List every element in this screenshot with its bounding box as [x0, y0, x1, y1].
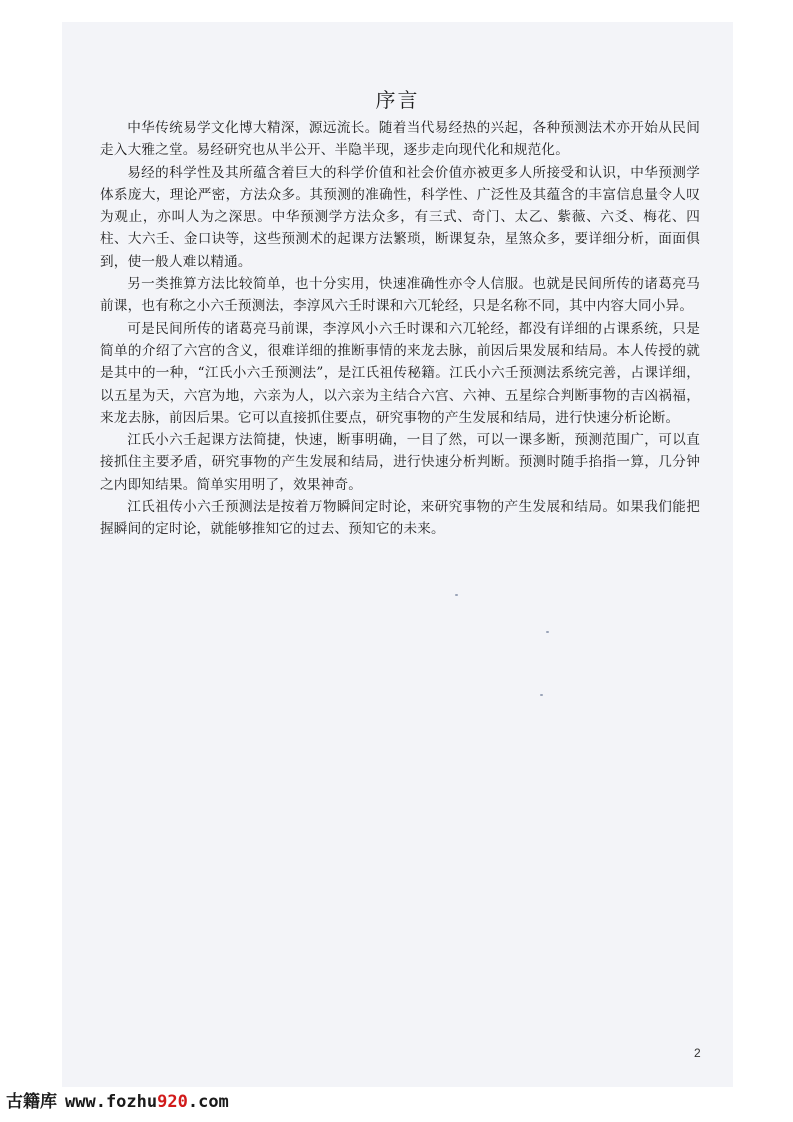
scanned-page — [62, 22, 733, 1087]
paragraph-1: 中华传统易学文化博大精深，源远流长。随着当代易经热的兴起，各种预测法术亦开始从民间走入大雅之堂。易经研究也从半公开、半隐半现，逐步走向现代化和规范化。 — [100, 120, 700, 159]
body-text — [100, 117, 700, 541]
scan-speck — [540, 694, 543, 696]
paragraph-6: 江氏祖传小六壬预测法是按着万物瞬间定时论，来研究事物的产生发展和结局。如果我们能把握瞬间的定时论，就能够推知它的过去、预知它的未来。 — [100, 499, 700, 538]
paragraph-5: 江氏小六壬起课方法简捷，快速，断事明确，一目了然，可以一课多断，预测范围广，可以直接抓住主要矛盾，研究事物的产生发展和结局，进行快速分析判断。预测时随手掐指一算，几分钟之内即知结果。简单实用明了，效果神奇。 — [100, 432, 700, 493]
watermark-url-prefix: www.fozhu — [65, 1092, 158, 1112]
site-watermark — [6, 1089, 229, 1115]
watermark-url-number: 920 — [157, 1092, 188, 1112]
scan-speck — [455, 594, 458, 596]
paragraph-3: 另一类推算方法比较简单，也十分实用，快速准确性亦令人信服。也就是民间所传的诸葛亮马前课，也有称之小六壬预测法，李淳风六壬时课和六兀轮经，只是名称不同，其中内容大同小异。 — [100, 276, 700, 315]
watermark-site-name: 古籍库 — [6, 1092, 57, 1112]
paragraph-2: 易经的科学性及其所蕴含着巨大的科学价值和社会价值亦被更多人所接受和认识，中华预测学体系庞大，理论严密，方法众多。其预测的准确性，科学性、广泛性及其蕴含的丰富信息量令人叹为观止，亦叫人为之深思。中华预测学方法众多，有三式、奇门、太乙、紫薇、六爻、梅花、四柱、大六壬、金口诀等，这些预测术的起课方法繁琐，断课复杂，星煞众多，要详细分析，面面俱到，使一般人难以精通。 — [100, 164, 700, 270]
paragraph-4: 可是民间所传的诸葛亮马前课，李淳风小六壬时课和六兀轮经，都没有详细的占课系统，只是简单的介绍了六宫的含义，很难详细的推断事情的来龙去脉，前因后果发展和结局。本人传授的就是其中的一种，“江氏小六壬预测法”，是江氏祖传秘籍。江氏小六壬预测法系统完善，占课详细，以五星为天，六宫为地，六亲为人，以六亲为主结合六宫、六神、五星综合判断事物的吉凶祸福，来龙去脉，前因后果。它可以直接抓住要点，研究事物的产生发展和结局，进行快速分析论断。 — [100, 320, 700, 426]
scan-speck — [546, 631, 549, 633]
page-title: 序言 — [375, 88, 420, 112]
watermark-url-suffix: .com — [187, 1092, 229, 1112]
page-number: 2 — [694, 1046, 701, 1060]
